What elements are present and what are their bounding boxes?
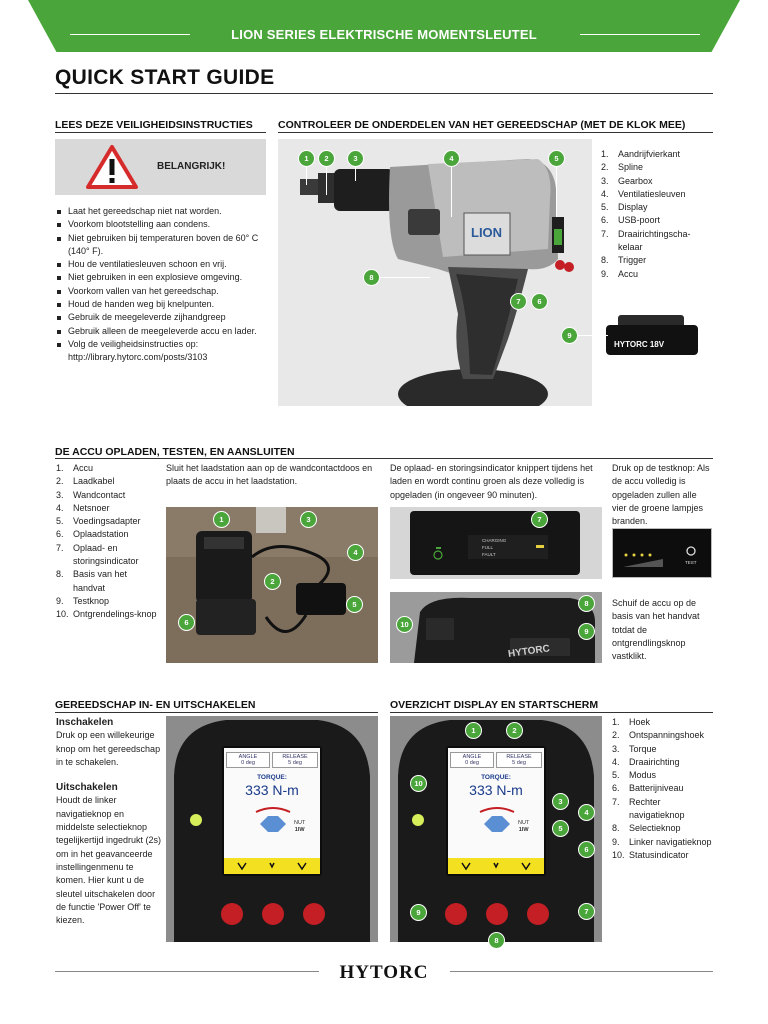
power-display-photo [166, 716, 378, 942]
power-heading: GEREEDSCHAP IN- EN UITSCHAKELEN [55, 699, 256, 711]
list-item: 6. Oplaadstation [56, 529, 129, 540]
safety-link[interactable]: Volg de veiligheidsinstructies op: http://library.hytorc.com/posts/3103 [56, 338, 268, 365]
callout-4: 4 [443, 150, 460, 167]
callout-1: 1 [298, 150, 315, 167]
list-item: 10. Ontgrendelings-knop [56, 609, 157, 620]
callout-9: 9 [561, 327, 578, 344]
callout-7: 7 [578, 903, 595, 920]
power-off-text: Houdt de linker navigatieknop en middelste selectieknop tegelijkertijd ingedrukt (2s) om in het geavanceerde instellingenmenu te komen. Hier kunt u de sleutel uitschakelen door de functie 'Power Off' te kiezen. [56, 795, 162, 926]
list-item: 1. Hoek [612, 717, 651, 727]
power-instructions [56, 716, 164, 927]
list-item: 3. Gearbox [601, 175, 653, 186]
callout-4: 4 [578, 804, 595, 821]
callout-9: 9 [410, 904, 427, 921]
charger-indicator-photo [390, 507, 602, 579]
release-field: RELEASE 5 deg [496, 752, 542, 768]
callout-5: 5 [346, 596, 363, 613]
list-item: 4. Draairichting [612, 756, 680, 767]
callout-3: 3 [347, 150, 364, 167]
list-item: Voorkom blootstelling aan condens. [56, 218, 268, 231]
attach-step-text: Schuif de accu op de basis van het handvat totdat de ontgrendlingsknop vastklikt. [612, 598, 700, 662]
angle-field: ANGLE 0 deg [226, 752, 270, 768]
header-banner [28, 0, 740, 52]
battery-illustration [604, 311, 700, 359]
list-item: 7. Rechter navigatieknop [612, 796, 685, 821]
list-item: 1. Aandrijfvierkant [601, 149, 681, 159]
test-label: TEST [685, 560, 697, 565]
callout-3: 3 [552, 793, 569, 810]
callout-8: 8 [363, 269, 380, 286]
mode-field: NUT 1IW [518, 820, 530, 833]
test-button-photo [612, 528, 712, 578]
list-item: 8. Basis van het handvat [56, 569, 128, 593]
callout-6: 6 [531, 293, 548, 310]
release-field: RELEASE 5 deg [272, 752, 318, 768]
list-item: Gebruik de meegeleverde zijhandgreep [56, 311, 268, 324]
callout-10: 10 [396, 616, 413, 633]
section-rule [55, 458, 713, 459]
callout-9: 9 [578, 623, 595, 640]
leader-line [326, 167, 327, 195]
list-item: 3. Torque [612, 743, 657, 754]
display-list [612, 716, 712, 862]
battery-logo: HYTORC 18V [614, 340, 665, 349]
tool-logo-text: LION [471, 225, 503, 240]
test-indicator-illustration [613, 529, 712, 578]
list-item: Hou de ventilatiesleuven schoon en vrij. [56, 258, 268, 271]
torque-label: TORQUE: [481, 774, 511, 781]
callout-6: 6 [578, 841, 595, 858]
banner-title: LION SERIES ELEKTRISCHE MOMENTSLEUTEL [231, 27, 537, 42]
display-heading: OVERZICHT DISPLAY EN STARTSCHERM [390, 699, 599, 711]
torque-value: 333 N-m [469, 782, 523, 798]
callout-4: 4 [347, 544, 364, 561]
charge-step-text: Sluit het laadstation aan op de wandcontactdoos en plaats de accu in het laadstation. [166, 463, 373, 487]
torque-label: TORQUE: [257, 774, 287, 781]
safety-list [56, 205, 268, 365]
list-item: Houd de handen weg bij knelpunten. [56, 298, 268, 311]
callout-5: 5 [552, 820, 569, 837]
list-item: 5. Voedingsadapter [56, 516, 141, 527]
callout-2: 2 [506, 722, 523, 739]
list-item: Niet gebruiken bij temperaturen boven de 60° C (140° F). [56, 232, 268, 259]
list-item: 5. Display [601, 202, 648, 213]
warning-box [55, 139, 266, 195]
leader-line [556, 167, 557, 217]
callout-5: 5 [548, 150, 565, 167]
list-item: 7. Draairichtingscha-kelaar [601, 228, 691, 253]
callout-2: 2 [318, 150, 335, 167]
list-item: 9. Linker navigatieknop [612, 836, 712, 847]
power-on-text: Druk op een willekeurige knop om het gereedschap in te schakelen. [56, 730, 161, 767]
callout-7: 7 [510, 293, 527, 310]
list-item: 2. Laadkabel [56, 476, 115, 487]
battery-heading: DE ACCU OPLADEN, TESTEN, EN AANSLUITEN [55, 446, 295, 458]
callout-8: 8 [578, 595, 595, 612]
list-item: 4. Netsnoer [56, 502, 110, 513]
callout-1: 1 [213, 511, 230, 528]
list-item: 5. Modus [612, 770, 657, 781]
list-item: 6. USB-poort [601, 215, 661, 226]
list-item: 7. Oplaad- en storingsindicator [56, 542, 139, 567]
fault-label: FAULT [482, 552, 496, 557]
section-rule [278, 132, 713, 133]
footer-rule [450, 971, 713, 972]
leader-line [380, 277, 430, 278]
callout-7: 7 [531, 511, 548, 528]
power-on-title: Inschakelen [56, 717, 114, 728]
callout-3: 3 [300, 511, 317, 528]
charging-label: CHARGING [482, 538, 507, 543]
leader-line [355, 167, 356, 181]
angle-field: ANGLE 0 deg [450, 752, 494, 768]
callout-1: 1 [465, 722, 482, 739]
list-item: 3. Wandcontact [56, 489, 126, 500]
safety-heading: LEES DEZE VEILIGHEIDSINSTRUCTIES [55, 119, 253, 131]
test-step-text: Druk op de testknop: Als de accu volledig is opgeladen zullen alle vier de groene lampjes branden. [612, 463, 710, 527]
warning-icon [85, 144, 139, 190]
leader-line [451, 167, 452, 217]
list-item: 1. Accu [56, 463, 94, 473]
list-item: 2. Ontspanningshoek [612, 730, 705, 741]
battery-attach-illustration [390, 592, 602, 663]
full-label: FULL [482, 545, 494, 550]
list-item: 9. Testknop [56, 595, 110, 606]
section-rule [55, 712, 378, 713]
parts-list [601, 148, 713, 281]
footer-brand-logo: HYTORC [339, 962, 429, 983]
list-item: Voorkom vallen van het gereedschap. [56, 285, 268, 298]
section-rule [390, 712, 713, 713]
list-item: 10. Statusindicator [612, 849, 689, 860]
battery-list [56, 462, 160, 622]
mode-field: NUT 1IW [294, 820, 306, 833]
callout-2: 2 [264, 573, 281, 590]
callout-8: 8 [488, 932, 505, 949]
warning-label: BELANGRIJK! [157, 161, 226, 172]
battery-attach-photo [390, 592, 602, 663]
list-item: Niet gebruiken in een explosieve omgeving. [56, 271, 268, 284]
parts-heading: CONTROLEER DE ONDERDELEN VAN HET GEREEDSCHAP (MET DE KLOK MEE) [278, 119, 686, 131]
charger-labels [482, 537, 506, 558]
title-rule [55, 93, 713, 94]
page-title: QUICK START GUIDE [55, 66, 275, 89]
list-item: Laat het gereedschap niet nat worden. [56, 205, 268, 218]
svg-text:HYTORC: HYTORC [507, 643, 551, 661]
power-off-title: Uitschakelen [56, 782, 118, 794]
torque-value: 333 N-m [245, 782, 299, 798]
list-item: Gebruik alleen de meegeleverde accu en lader. [56, 325, 268, 338]
list-item: 2. Spline [601, 162, 644, 173]
callout-10: 10 [410, 775, 427, 792]
section-rule [55, 132, 266, 133]
list-item: 8. Selectieknop [612, 823, 681, 834]
leader-line [306, 167, 307, 185]
leader-line [578, 335, 608, 336]
list-item: 6. Batterijniveau [612, 783, 684, 794]
list-item: 4. Ventilatiesleuven [601, 188, 686, 199]
footer-rule [55, 971, 319, 972]
tool-display-illustration [166, 716, 378, 942]
callout-6: 6 [178, 614, 195, 631]
list-item: 9. Accu [601, 268, 639, 279]
list-item: 8. Trigger [601, 255, 647, 266]
indicator-step-text: De oplaad- en storingsindicator knippert tijdens het laden en wordt continu groen als deze volledig is opgeladen (in ongeveer 90 minuten). [390, 463, 593, 500]
